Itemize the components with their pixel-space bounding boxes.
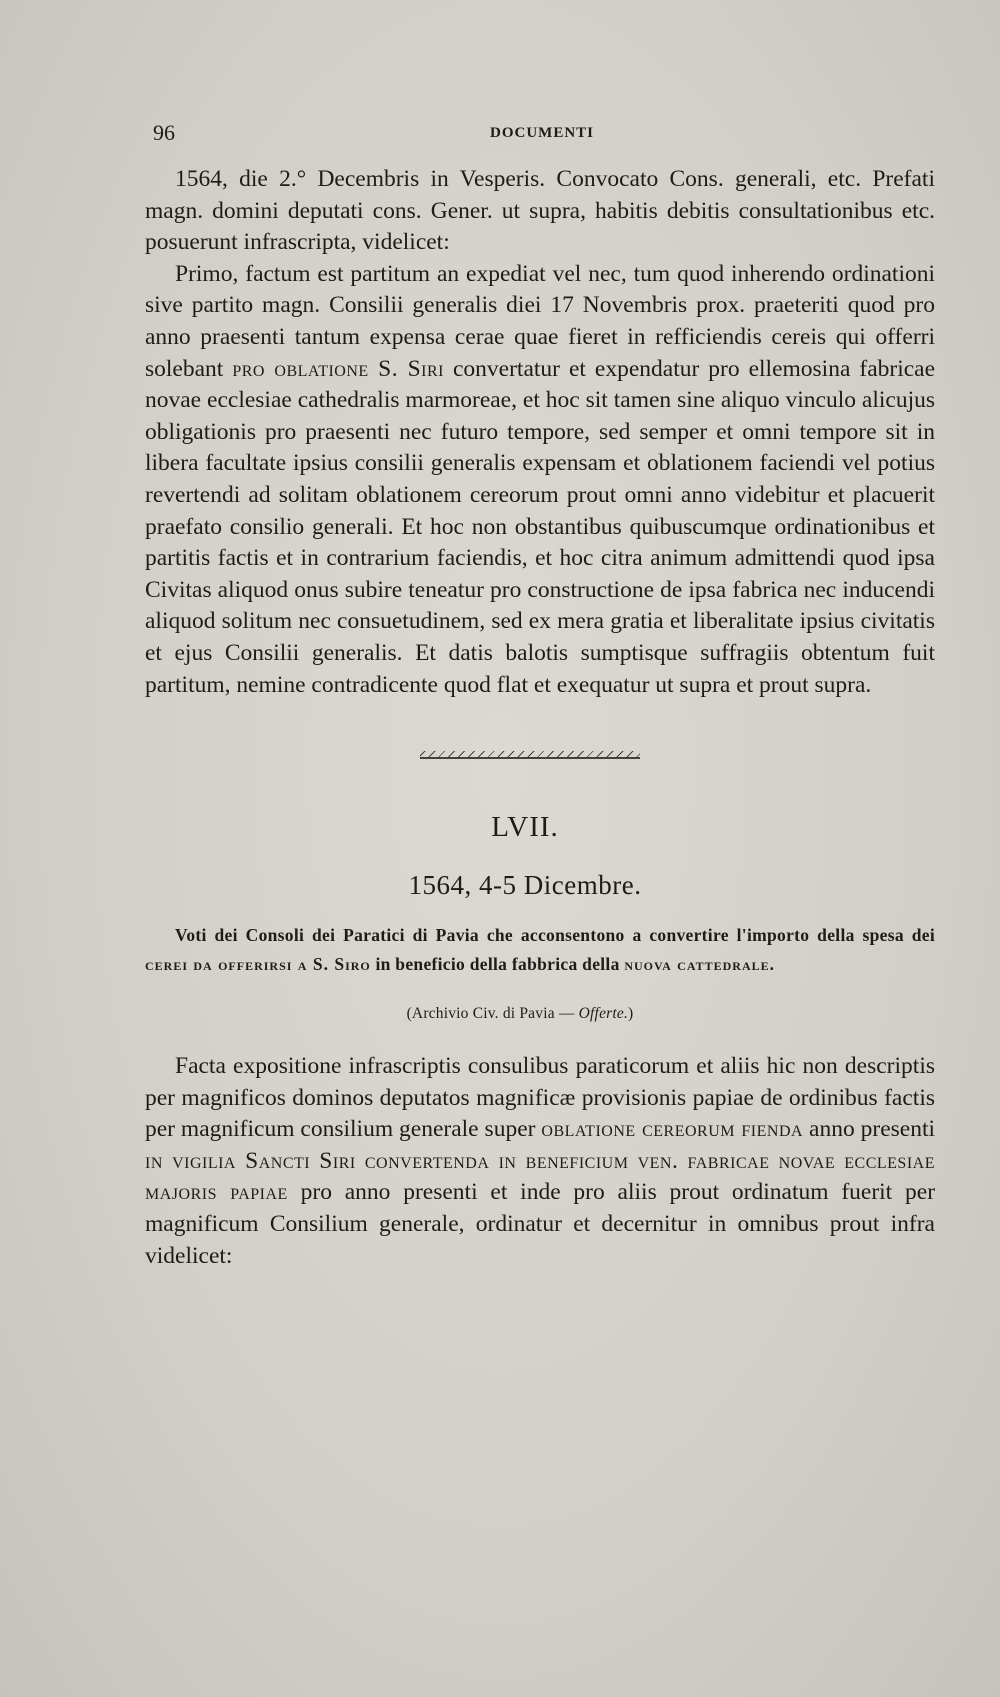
document-date: 1564, 4-5 Dicembre. <box>408 870 642 901</box>
small-caps-phrase: oblatione cereorum fienda <box>541 1116 804 1143</box>
section-divider <box>420 751 640 759</box>
document-heading: Voti dei Consoli dei Paratici di Pavia che acconsentono a convertire l'importo della spesa dei cerei da offerirsi a S. Siro in beneficio della fabbrica della nuova cattedrale. <box>145 925 935 975</box>
small-caps-phrase: in vigilia Sancti Siri convertenda in beneficium ven. fabricae novae ecclesiae majoris papiae <box>145 1147 935 1206</box>
small-caps-phrase: nuova cattedrale. <box>624 954 775 975</box>
running-title: DOCUMENTI <box>490 125 595 141</box>
small-caps-phrase: pro oblatione S. Siri <box>232 355 444 382</box>
paragraph: Facta expositione infrascriptis consulibus paraticorum et aliis hic non descriptis per magnificos dominos deputatos magnificæ provisionis papiae de ordinibus factis per magnificum consilium generale super oblatione cereorum fienda anno presenti in vigilia Sancti Siri convertenda in beneficium ven. fabricae novae ecclesiae majoris papiae pro anno presenti et inde pro aliis prout ordinatum fuerit per magnificum Consilium generale, ordinatur et decernitur in omnibus prout infra videlicet: <box>145 1053 936 1269</box>
paragraph: Primo, factum est partitum an expediat vel nec, tum quod inherendo ordinationi sive partito magn. Consilii generalis diei 17 Novembris prox. praeteriti quod pro anno praesenti tantum expensa cerae quae fieret in refficiendis cereis qui offerri solebant pro oblatione S. Siri convertatur et expendatur pro ellemosina fabricae novae ecclesiae cathedralis marmoreae, et hoc sit tamen sine aliquo vinculo alicujus obligationis pro praesenti nec futuro tempore, sed semper et omni tempore sit in libera facultate ipsius consilii generalis expensam et oblationem faciendi vel potius revertendi ad solitam oblationem cereorum prout omni anno videbitur et placuerit praefato consilio generali. Et hoc non obstantibus quibuscumque ordinationibus et partitis factis et in contrarium faciendis, et hoc citra animum admittendi quod ipsa Civitas aliquod onus subire teneatur pro constructione de ipsa fabrica nec inducendi aliquod solitum nec consuetudinem, sed ex mera gratia et liberalitate ipsius civitatis et ejus Consilii generalis. Et datis balotis sumptisque suffragiis obtentum fuit partitum, nemine contradicente quod flat et exequatur ut supra et prout supra. <box>145 260 936 698</box>
document-text <box>145 1051 935 1272</box>
archival-source: (Archivio Civ. di Pavia — Offerte.) <box>406 1005 634 1023</box>
paragraph: 1564, die 2.° Decembris in Vesperis. Convocato Cons. generali, etc. Prefati magn. domini deputati cons. Gener. ut supra, habitis debitis consultationibus etc. posuerunt infrascripta, videlicet: <box>145 166 935 256</box>
page-number: 96 <box>153 120 175 145</box>
small-caps-phrase: cerei da offerirsi a S. Siro <box>145 954 371 975</box>
book-page <box>145 110 935 1272</box>
document-number: LVII. <box>491 811 559 844</box>
running-head <box>145 110 935 150</box>
previous-document-text <box>145 164 935 701</box>
source-title: Offerte. <box>578 1005 629 1023</box>
